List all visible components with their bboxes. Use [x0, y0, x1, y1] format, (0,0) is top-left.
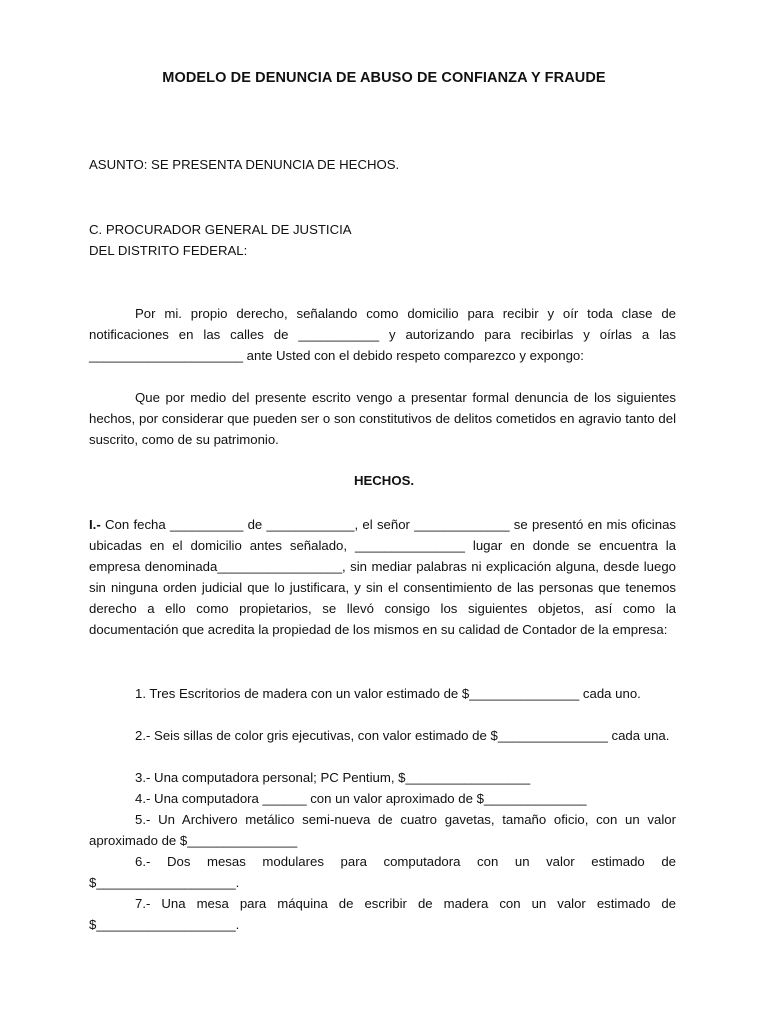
list-item: 3.- Una computadora personal; PC Pentium, $_________________: [135, 770, 531, 785]
hecho-1-paragraph: [89, 514, 676, 640]
list-item: 1. Tres Escritorios de madera con un valor estimado de $_______________ cada uno.: [135, 686, 641, 701]
list-item: 6.- Dos mesas modulares para computadora con un valor estimado de $___________________.: [89, 854, 676, 890]
list-item: 5.- Un Archivero metálico semi-nueva de cuatro gavetas, tamaño oficio, con un valor aproximado de $_______________: [89, 812, 676, 848]
addressee-line-2: DEL DISTRITO FEDERAL:: [89, 243, 248, 258]
denuncia-paragraph: Que por medio del presente escrito vengo a presentar formal denuncia de los siguientes hechos, por considerar que pueden ser o son constitutivos de delitos cometidos en agravio tanto del suscrito, como de su patrimonio.: [89, 390, 676, 447]
intro-paragraph: Por mi. propio derecho, señalando como domicilio para recibir y oír toda clase de notificaciones en las calles de ___________ y autorizando para recibirlas y oírlas a las _____________________ ante Usted con el debido respeto comparezco y expongo:: [89, 306, 676, 363]
list-item: 7.- Una mesa para máquina de escribir de madera con un valor estimado de $___________________.: [89, 896, 676, 932]
asunto-line: ASUNTO: SE PRESENTA DENUNCIA DE HECHOS.: [89, 157, 400, 172]
list-item: 2.- Seis sillas de color gris ejecutivas, con valor estimado de $_______________ cada una.: [135, 728, 670, 743]
hecho-1-text: Con fecha __________ de ____________, el señor _____________ se presentó en mis oficinas ubicadas en el domicilio antes señalado, _______________ lugar en donde se encuentra la empresa denominada_________________, sin mediar palabras ni explicación alguna, desde luego sin ninguna orden judicial que lo justificara, y sin el consentimiento de las personas que tenemos derecho a ello como propietarios, se llevó consigo los siguientes objetos, así como la documentación que acredita la propiedad de los mismos en su calidad de Contador de la empresa:: [89, 517, 676, 637]
document-title: MODELO DE DENUNCIA DE ABUSO DE CONFIANZA Y FRAUDE: [162, 70, 606, 86]
list-item: 4.- Una computadora ______ con un valor aproximado de $______________: [135, 791, 587, 806]
hechos-heading: HECHOS.: [353, 473, 415, 488]
addressee-line-1: C. PROCURADOR GENERAL DE JUSTICIA: [89, 222, 352, 237]
hecho-1-number: I.-: [89, 517, 101, 532]
